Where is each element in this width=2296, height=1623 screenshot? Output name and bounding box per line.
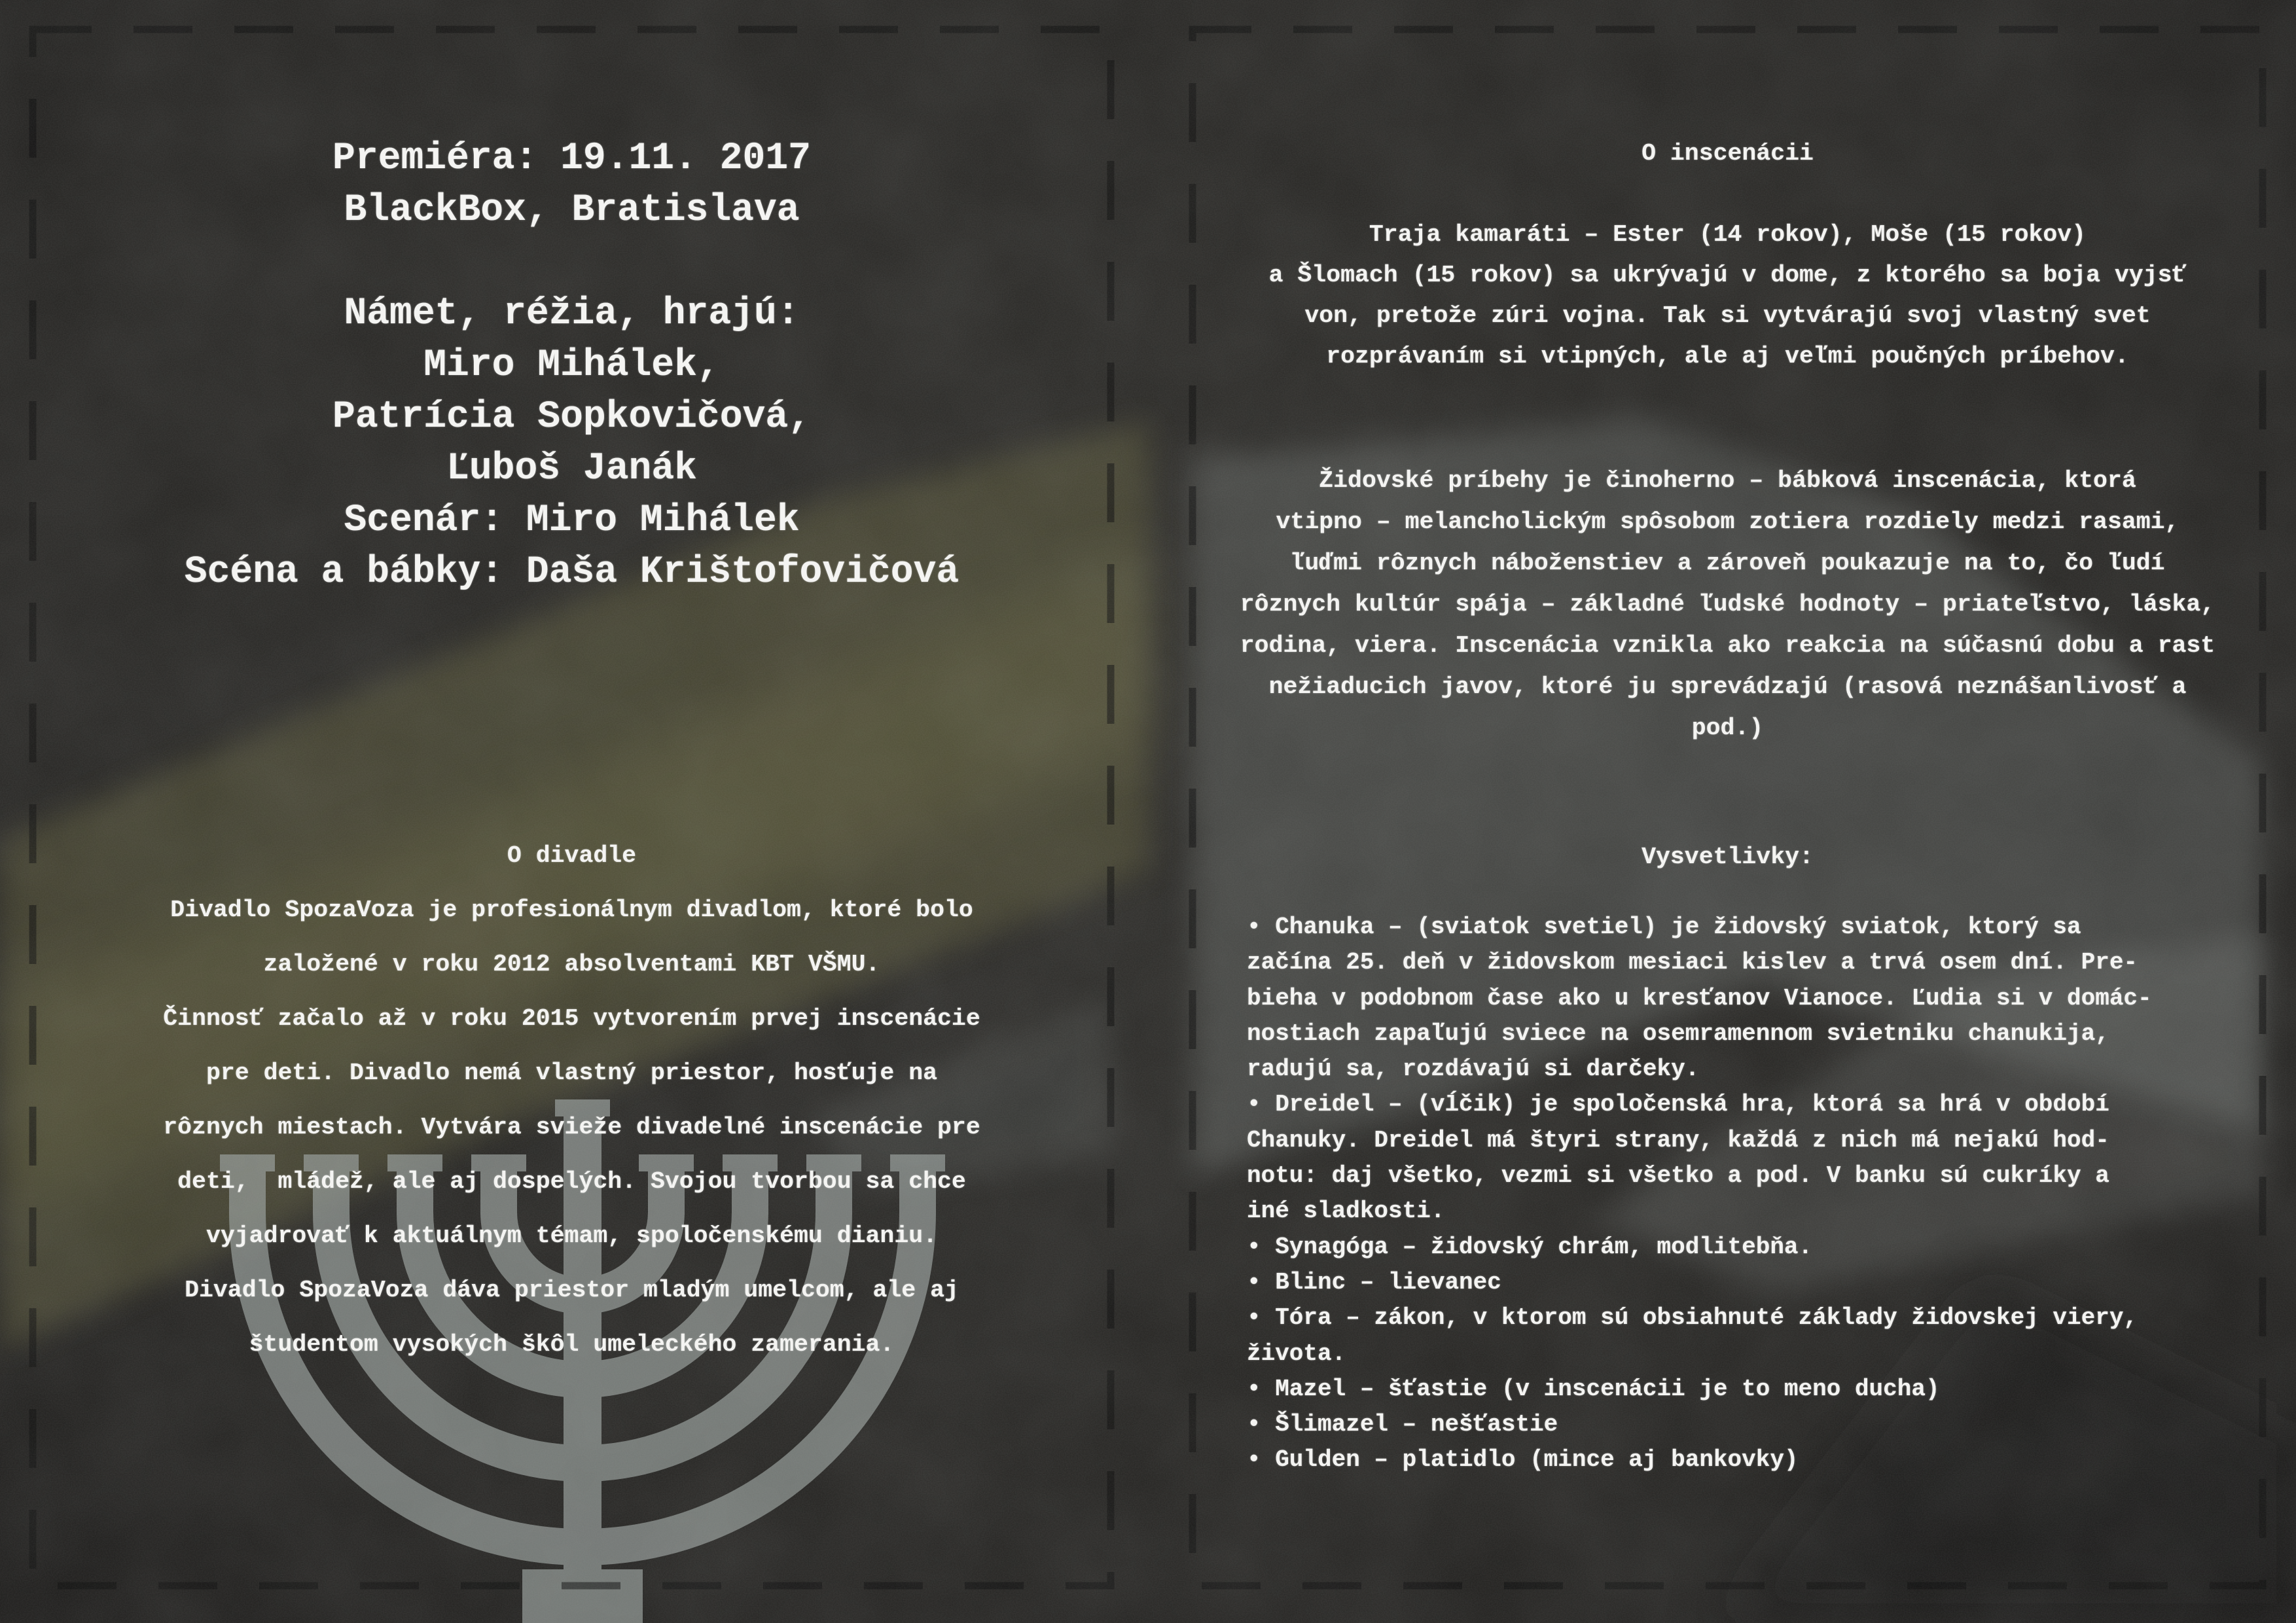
text-line: • Šlimazel – nešťastie [1247,1411,1558,1438]
text-line: Scéna a bábky: Daša Krištofovičová [184,551,960,594]
text-line: pod.) [1691,715,1764,741]
text-line: Chanuky. Dreidel má štyri strany, každá z nich má nejakú hod- [1247,1126,2109,1154]
about-production-intro [1193,134,2263,377]
text-line: • Chanuka – (sviatok svetiel) je židovský sviatok, ktorý sa [1247,914,2081,940]
text-line: vtipno – melancholickým spôsobom zotiera rozdiely medzi rasami, [1276,508,2179,535]
text-line: Divadlo SpozaVoza je profesionálnym divadlom, ktoré bolo [170,897,973,923]
text-line: založené v roku 2012 absolventami KBT VŠMU. [263,951,880,978]
text-line: študentom vysokých škôl umeleckého zamerania. [249,1331,895,1358]
text-line: a Šlomach (15 rokov) sa ukrývajú v dome, z ktorého sa boja vyjsť [1268,262,2187,289]
text-line: nostiach zapaľujú sviece na osemramennom svietniku chanukija, [1247,1020,2109,1047]
text-line: Traja kamaráti – Ester (14 rokov), Moše (15 rokov) [1369,221,2087,248]
premiere-credits-block [33,133,1111,598]
text-line: Scenár: Miro Mihálek [344,499,800,542]
text-line: • Gulden – platidlo (mince aj bankovky) [1247,1446,1799,1474]
text-line: • Blinc – lievanec [1247,1268,1501,1296]
text-line: • Tóra – zákon, v ktorom sú obsiahnuté základy židovskej viery, [1247,1304,2138,1332]
text-line: rozprávaním si vtipných, ale aj veľmi poučných príbehov. [1326,343,2129,370]
text-line: rôznych miestach. Vytvára svieže divadelné inscenácie pre [163,1114,980,1141]
text-line: života. [1247,1340,1346,1367]
text-line: O divadle [507,842,637,869]
text-line: začína 25. deň v židovskom mesiaci kislev a trvá osem dní. Pre- [1247,949,2138,976]
text-line: vyjadrovať k aktuálnym témam, spoločenskému dianiu. [206,1222,938,1249]
text-line: O inscenácii [1641,140,1814,167]
text-line: Miro Mihálek, [423,344,720,387]
text-line: • Mazel – šťastie (v inscenácii je to meno ducha) [1247,1375,1940,1402]
text-line [33,236,1111,288]
text-line: von, pretože zúri vojna. Tak si vytvárajú svoj vlastný svet [1304,302,2151,329]
glossary-heading: Vysvetlivky: [1641,844,1814,870]
about-production-para2 [1193,460,2263,749]
glossary-list [1247,910,2229,1478]
text-line: deti, mládež, ale aj dospelých. Svojou tvorbou sa chce [177,1168,966,1195]
text-line: rodina, viera. Inscenácia vznikla ako reakcia na súčasnú dobu a rast [1240,632,2215,659]
text-line: Námet, réžia, hrajú: [344,293,800,335]
text-line: pre deti. Divadlo nemá vlastný priestor, hosťuje na [206,1060,938,1086]
text-line: iné sladkosti. [1247,1198,1445,1225]
about-theatre-section [33,829,1111,1372]
text-line: notu: daj všetko, vezmi si všetko a pod. V banku sú cukríky a [1247,1162,2109,1190]
text-line: rôznych kultúr spája – základné ľudské hodnoty – priateľstvo, láska, [1240,591,2215,618]
text-line: radujú sa, rozdávajú si darčeky. [1247,1056,1700,1083]
text-line: Židovské príbehy je činoherno – bábková inscenácia, ktorá [1319,467,2136,494]
text-line: • Synagóga – židovský chrám, modlitebňa. [1247,1233,1813,1260]
text-line: BlackBox, Bratislava [344,189,800,232]
text-line: Činnosť začalo až v roku 2015 vytvorením prvej inscenácie [163,1005,980,1032]
text-line: bieha v podobnom čase ako u kresťanov Vianoce. Ľudia si v domác- [1247,984,2152,1012]
text-line: Divadlo SpozaVoza dáva priestor mladým umelcom, ale aj [185,1277,959,1304]
text-line: ľuďmi rôznych náboženstiev a zároveň poukazuje na to, čo ľudí [1290,550,2165,577]
text-line: Patrícia Sopkovičová, [332,396,811,438]
text-line: Ľuboš Janák [446,448,697,490]
text-line: Premiéra: 19.11. 2017 [332,137,811,180]
text-line [1193,174,2263,215]
text-line: nežiaducich javov, ktoré ju sprevádzajú (rasová neznášanlivosť a [1268,673,2187,700]
text-line: • Dreidel – (vĺčik) je spoločenská hra, ktorá sa hrá v období [1247,1091,2109,1118]
